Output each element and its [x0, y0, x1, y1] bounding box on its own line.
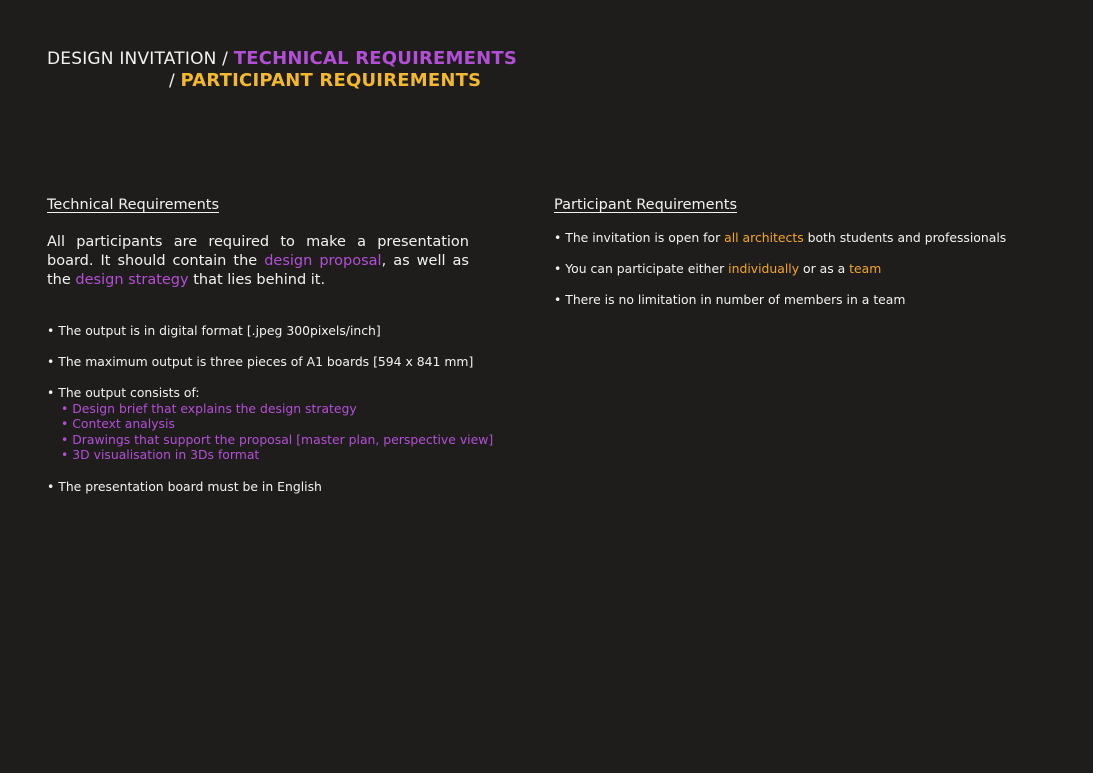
intro-text-3: that lies behind it.: [188, 272, 326, 288]
p2-highlight-individually: individually: [728, 261, 800, 276]
heading-line-2: [47, 70, 517, 92]
heading-line-1: [47, 48, 517, 70]
heading-technical: TECHNICAL REQUIREMENTS: [233, 48, 518, 69]
bullet-maximum-output: • The maximum output is three pieces of A1 boards [594 x 841 mm]: [47, 354, 474, 369]
participant-requirements-title: Participant Requirements: [554, 197, 738, 213]
heading-participant: PARTICIPANT REQUIREMENTS: [180, 70, 482, 91]
sub-bullet-drawings: • Drawings that support the proposal [master plan, perspective view]: [61, 431, 494, 447]
technical-intro-paragraph: [47, 233, 469, 290]
sub-bullet-3d-visualisation: • 3D visualisation in 3Ds format: [61, 447, 260, 462]
p2-text-2: or as a: [799, 261, 850, 276]
sub-bullet-design-brief: • Design brief that explains the design strategy: [61, 400, 357, 416]
intro-highlight-design-strategy: design strategy: [75, 272, 189, 288]
bullet-output-format: • The output is in digital format [.jpeg 300pixels/inch]: [47, 323, 381, 338]
bullet-participation-mode: [554, 261, 881, 277]
bullet-team-size: • There is no limitation in number of members in a team: [554, 292, 906, 307]
p2-text-1: • You can participate either: [554, 261, 729, 276]
heading-prefix: DESIGN INVITATION /: [47, 49, 234, 69]
p1-text-2: both students and professionals: [803, 230, 1007, 245]
p2-highlight-team: team: [849, 261, 882, 276]
bullet-output-consists-label: • The output consists of:: [47, 385, 200, 400]
bullet-open-invitation: [554, 230, 1006, 246]
technical-requirements-title: Technical Requirements: [47, 197, 219, 213]
page-heading: [47, 48, 517, 92]
bullet-english: • The presentation board must be in English: [47, 479, 322, 494]
intro-text-1: All participants are required to make a presentation board. It should contain the: [47, 234, 469, 269]
intro-highlight-design-proposal: design proposal: [264, 253, 382, 269]
sub-bullet-context-analysis: • Context analysis: [61, 416, 175, 431]
intro-text-2: , as well as the: [47, 253, 469, 288]
p1-text-1: • The invitation is open for: [554, 230, 725, 245]
p1-highlight-all-architects: all architects: [724, 230, 804, 245]
heading-separator: /: [169, 71, 181, 91]
bullet-output-consists: [47, 385, 493, 463]
